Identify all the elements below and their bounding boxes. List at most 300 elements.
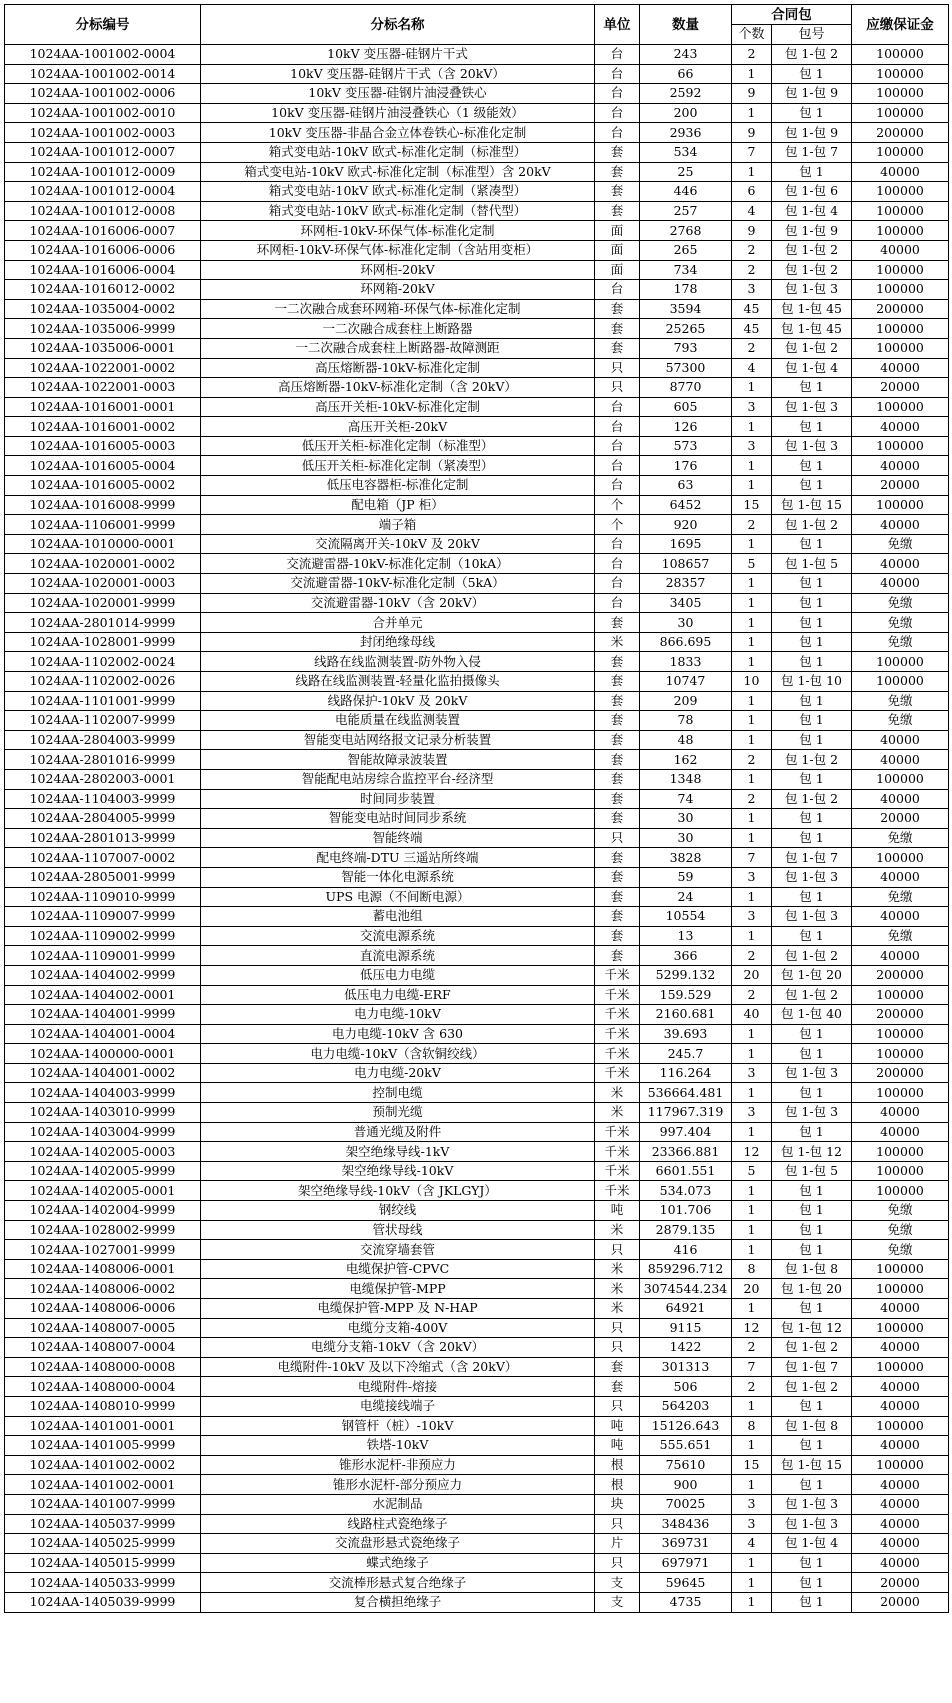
cell-package-count: 2 xyxy=(732,946,772,966)
cell-code: 1024AA-2801013-9999 xyxy=(5,828,201,848)
cell-quantity: 70025 xyxy=(640,1494,732,1514)
cell-quantity: 24 xyxy=(640,887,732,907)
table-row xyxy=(5,201,949,221)
cell-unit: 米 xyxy=(595,1279,640,1299)
cell-unit: 只 xyxy=(595,828,640,848)
cell-quantity: 126 xyxy=(640,417,732,437)
cell-quantity: 697971 xyxy=(640,1553,732,1573)
table-row xyxy=(5,299,949,319)
table-row xyxy=(5,1142,949,1162)
cell-code: 1024AA-1402004-9999 xyxy=(5,1201,201,1221)
cell-package-count: 4 xyxy=(732,358,772,378)
cell-name: 电力电缆-10kV（含软铜绞线） xyxy=(201,1044,595,1064)
cell-quantity: 369731 xyxy=(640,1534,732,1554)
cell-quantity: 366 xyxy=(640,946,732,966)
cell-code: 1024AA-1404002-0001 xyxy=(5,985,201,1005)
cell-quantity: 108657 xyxy=(640,554,732,574)
cell-name: 电缆接线端子 xyxy=(201,1396,595,1416)
cell-name: 复合横担绝缘子 xyxy=(201,1592,595,1612)
cell-code: 1024AA-1001012-0004 xyxy=(5,182,201,202)
cell-package-number: 包 1 xyxy=(772,691,852,711)
cell-quantity: 900 xyxy=(640,1475,732,1495)
cell-quantity: 605 xyxy=(640,397,732,417)
cell-code: 1024AA-1016001-0002 xyxy=(5,417,201,437)
cell-name: 环网箱-20kV xyxy=(201,280,595,300)
cell-code: 1024AA-1401005-9999 xyxy=(5,1436,201,1456)
cell-unit: 台 xyxy=(595,84,640,104)
cell-package-number: 包 1-包 9 xyxy=(772,123,852,143)
cell-package-count: 1 xyxy=(732,730,772,750)
cell-deposit: 100000 xyxy=(852,201,949,221)
cell-deposit: 100000 xyxy=(852,1259,949,1279)
table-row xyxy=(5,142,949,162)
cell-package-count: 1 xyxy=(732,691,772,711)
cell-name: 智能一体化电源系统 xyxy=(201,867,595,887)
cell-package-number: 包 1-包 4 xyxy=(772,358,852,378)
cell-code: 1024AA-1106001-9999 xyxy=(5,515,201,535)
cell-deposit: 100000 xyxy=(852,848,949,868)
cell-quantity: 162 xyxy=(640,750,732,770)
cell-quantity: 117967.319 xyxy=(640,1103,732,1123)
cell-quantity: 573 xyxy=(640,436,732,456)
cell-code: 1024AA-2802003-0001 xyxy=(5,769,201,789)
cell-quantity: 2768 xyxy=(640,221,732,241)
cell-code: 1024AA-1405039-9999 xyxy=(5,1592,201,1612)
table-row xyxy=(5,1201,949,1221)
cell-name: 配电箱（JP 柜） xyxy=(201,495,595,515)
cell-unit: 台 xyxy=(595,593,640,613)
cell-package-number: 包 1 xyxy=(772,103,852,123)
cell-package-number: 包 1-包 5 xyxy=(772,554,852,574)
cell-name: 时间同步装置 xyxy=(201,789,595,809)
cell-code: 1024AA-1001002-0014 xyxy=(5,64,201,84)
cell-package-count: 1 xyxy=(732,1083,772,1103)
cell-code: 1024AA-1401007-9999 xyxy=(5,1494,201,1514)
cell-package-count: 7 xyxy=(732,142,772,162)
table-row xyxy=(5,221,949,241)
cell-package-count: 3 xyxy=(732,867,772,887)
cell-package-number: 包 1-包 8 xyxy=(772,1416,852,1436)
table-row xyxy=(5,1220,949,1240)
cell-unit: 套 xyxy=(595,946,640,966)
cell-quantity: 2936 xyxy=(640,123,732,143)
cell-package-count: 1 xyxy=(732,1220,772,1240)
cell-package-count: 5 xyxy=(732,554,772,574)
cell-quantity: 116.264 xyxy=(640,1063,732,1083)
table-row xyxy=(5,907,949,927)
table-row xyxy=(5,515,949,535)
cell-unit: 套 xyxy=(595,162,640,182)
cell-quantity: 245.7 xyxy=(640,1044,732,1064)
cell-unit: 只 xyxy=(595,1318,640,1338)
cell-name: 智能终端 xyxy=(201,828,595,848)
cell-package-number: 包 1-包 3 xyxy=(772,1063,852,1083)
cell-deposit: 40000 xyxy=(852,554,949,574)
table-row xyxy=(5,1083,949,1103)
cell-unit: 只 xyxy=(595,1553,640,1573)
cell-package-number: 包 1 xyxy=(772,769,852,789)
cell-deposit: 免缴 xyxy=(852,828,949,848)
table-row xyxy=(5,1592,949,1612)
cell-quantity: 74 xyxy=(640,789,732,809)
table-row xyxy=(5,358,949,378)
table-row xyxy=(5,319,949,339)
cell-code: 1024AA-1408006-0001 xyxy=(5,1259,201,1279)
cell-unit: 台 xyxy=(595,476,640,496)
table-row xyxy=(5,1005,949,1025)
cell-name: 电缆分支箱-400V xyxy=(201,1318,595,1338)
cell-deposit: 200000 xyxy=(852,1005,949,1025)
cell-name: 低压开关柜-标准化定制（紧凑型） xyxy=(201,456,595,476)
cell-package-count: 2 xyxy=(732,260,772,280)
cell-code: 1024AA-1109002-9999 xyxy=(5,926,201,946)
cell-package-count: 4 xyxy=(732,1534,772,1554)
cell-package-count: 1 xyxy=(732,1044,772,1064)
table-row xyxy=(5,123,949,143)
table-row xyxy=(5,613,949,633)
cell-quantity: 301313 xyxy=(640,1357,732,1377)
cell-unit: 套 xyxy=(595,711,640,731)
cell-package-count: 3 xyxy=(732,907,772,927)
cell-deposit: 40000 xyxy=(852,456,949,476)
cell-package-count: 3 xyxy=(732,397,772,417)
cell-package-number: 包 1 xyxy=(772,1083,852,1103)
cell-package-count: 1 xyxy=(732,1396,772,1416)
table-row xyxy=(5,1455,949,1475)
cell-unit: 套 xyxy=(595,750,640,770)
cell-unit: 千米 xyxy=(595,1024,640,1044)
cell-deposit: 40000 xyxy=(852,946,949,966)
cell-name: 电缆分支箱-10kV（含 20kV） xyxy=(201,1338,595,1358)
cell-code: 1024AA-1408007-0005 xyxy=(5,1318,201,1338)
cell-package-count: 2 xyxy=(732,45,772,65)
cell-name: 低压开关柜-标准化定制（标准型） xyxy=(201,436,595,456)
table-row xyxy=(5,593,949,613)
table-row xyxy=(5,926,949,946)
cell-quantity: 6452 xyxy=(640,495,732,515)
cell-code: 1024AA-1001002-0010 xyxy=(5,103,201,123)
cell-deposit: 100000 xyxy=(852,1083,949,1103)
cell-name: 10kV 变压器-硅钢片油浸叠铁心 xyxy=(201,84,595,104)
cell-package-number: 包 1-包 7 xyxy=(772,1357,852,1377)
cell-deposit: 40000 xyxy=(852,358,949,378)
cell-quantity: 15126.643 xyxy=(640,1416,732,1436)
cell-deposit: 40000 xyxy=(852,240,949,260)
cell-package-number: 包 1-包 2 xyxy=(772,338,852,358)
cell-code: 1024AA-1107007-0002 xyxy=(5,848,201,868)
cell-package-number: 包 1 xyxy=(772,162,852,182)
cell-deposit: 40000 xyxy=(852,1534,949,1554)
table-row xyxy=(5,1044,949,1064)
cell-quantity: 243 xyxy=(640,45,732,65)
cell-deposit: 40000 xyxy=(852,867,949,887)
cell-unit: 套 xyxy=(595,809,640,829)
cell-name: 线路保护-10kV 及 20kV xyxy=(201,691,595,711)
cell-quantity: 920 xyxy=(640,515,732,535)
cell-quantity: 3405 xyxy=(640,593,732,613)
cell-deposit: 20000 xyxy=(852,809,949,829)
table-row xyxy=(5,652,949,672)
cell-package-number: 包 1 xyxy=(772,1592,852,1612)
header-code: 分标编号 xyxy=(5,5,201,45)
cell-deposit: 100000 xyxy=(852,221,949,241)
table-row xyxy=(5,1161,949,1181)
cell-package-number: 包 1-包 7 xyxy=(772,142,852,162)
cell-quantity: 257 xyxy=(640,201,732,221)
cell-unit: 台 xyxy=(595,417,640,437)
cell-package-number: 包 1-包 45 xyxy=(772,299,852,319)
cell-code: 1024AA-2804003-9999 xyxy=(5,730,201,750)
cell-code: 1024AA-1408007-0004 xyxy=(5,1338,201,1358)
cell-name: 环网柜-10kV-环保气体-标准化定制 xyxy=(201,221,595,241)
cell-unit: 套 xyxy=(595,867,640,887)
cell-package-number: 包 1-包 2 xyxy=(772,1377,852,1397)
cell-code: 1024AA-1401002-0001 xyxy=(5,1475,201,1495)
cell-deposit: 40000 xyxy=(852,1436,949,1456)
table-row xyxy=(5,436,949,456)
cell-unit: 只 xyxy=(595,378,640,398)
cell-name: 线路在线监测装置-轻量化监拍摄像头 xyxy=(201,672,595,692)
cell-name: 线路在线监测装置-防外物入侵 xyxy=(201,652,595,672)
cell-package-count: 3 xyxy=(732,1103,772,1123)
cell-unit: 个 xyxy=(595,495,640,515)
cell-package-count: 2 xyxy=(732,1377,772,1397)
cell-unit: 吨 xyxy=(595,1436,640,1456)
cell-name: 交流穿墙套管 xyxy=(201,1240,595,1260)
cell-deposit: 20000 xyxy=(852,378,949,398)
cell-quantity: 348436 xyxy=(640,1514,732,1534)
table-row xyxy=(5,378,949,398)
cell-name: 管状母线 xyxy=(201,1220,595,1240)
cell-deposit: 免缴 xyxy=(852,632,949,652)
cell-code: 1024AA-1022001-0003 xyxy=(5,378,201,398)
cell-name: 电缆保护管-MPP xyxy=(201,1279,595,1299)
cell-package-number: 包 1 xyxy=(772,534,852,554)
cell-package-count: 3 xyxy=(732,436,772,456)
cell-package-number: 包 1 xyxy=(772,809,852,829)
table-row xyxy=(5,64,949,84)
cell-deposit: 40000 xyxy=(852,574,949,594)
cell-package-count: 1 xyxy=(732,1122,772,1142)
cell-package-count: 40 xyxy=(732,1005,772,1025)
cell-quantity: 4735 xyxy=(640,1592,732,1612)
cell-deposit: 40000 xyxy=(852,1494,949,1514)
cell-name: 电缆附件-熔接 xyxy=(201,1377,595,1397)
cell-package-count: 1 xyxy=(732,613,772,633)
cell-package-number: 包 1 xyxy=(772,613,852,633)
cell-package-number: 包 1 xyxy=(772,1220,852,1240)
table-row xyxy=(5,946,949,966)
cell-name: 电能质量在线监测装置 xyxy=(201,711,595,731)
table-row xyxy=(5,240,949,260)
cell-quantity: 536664.481 xyxy=(640,1083,732,1103)
cell-code: 1024AA-1001002-0004 xyxy=(5,45,201,65)
table-row xyxy=(5,1299,949,1319)
cell-quantity: 8770 xyxy=(640,378,732,398)
cell-name: 低压电力电缆-ERF xyxy=(201,985,595,1005)
cell-deposit: 100000 xyxy=(852,397,949,417)
cell-deposit: 200000 xyxy=(852,1063,949,1083)
cell-unit: 套 xyxy=(595,926,640,946)
cell-unit: 千米 xyxy=(595,1122,640,1142)
cell-name: 线路柱式瓷绝缘子 xyxy=(201,1514,595,1534)
table-row xyxy=(5,1377,949,1397)
cell-code: 1024AA-1403010-9999 xyxy=(5,1103,201,1123)
cell-code: 1024AA-1028002-9999 xyxy=(5,1220,201,1240)
cell-package-number: 包 1-包 8 xyxy=(772,1259,852,1279)
cell-unit: 只 xyxy=(595,358,640,378)
cell-deposit: 20000 xyxy=(852,1592,949,1612)
cell-package-number: 包 1-包 3 xyxy=(772,397,852,417)
cell-unit: 只 xyxy=(595,1514,640,1534)
cell-package-count: 1 xyxy=(732,887,772,907)
cell-code: 1024AA-1102002-0026 xyxy=(5,672,201,692)
cell-deposit: 40000 xyxy=(852,730,949,750)
cell-package-count: 3 xyxy=(732,1494,772,1514)
cell-quantity: 506 xyxy=(640,1377,732,1397)
cell-name: 电缆保护管-MPP 及 N-HAP xyxy=(201,1299,595,1319)
header-package-number: 包号 xyxy=(772,25,852,45)
header-unit: 单位 xyxy=(595,5,640,45)
cell-unit: 面 xyxy=(595,221,640,241)
cell-package-number: 包 1-包 2 xyxy=(772,1338,852,1358)
cell-package-count: 3 xyxy=(732,1063,772,1083)
cell-package-number: 包 1-包 2 xyxy=(772,260,852,280)
cell-deposit: 40000 xyxy=(852,1338,949,1358)
cell-quantity: 200 xyxy=(640,103,732,123)
cell-unit: 套 xyxy=(595,142,640,162)
cell-deposit: 100000 xyxy=(852,1024,949,1044)
table-row xyxy=(5,750,949,770)
cell-package-count: 1 xyxy=(732,1436,772,1456)
cell-deposit: 20000 xyxy=(852,476,949,496)
cell-name: 环网柜-20kV xyxy=(201,260,595,280)
cell-deposit: 200000 xyxy=(852,299,949,319)
cell-package-number: 包 1-包 3 xyxy=(772,436,852,456)
cell-package-count: 1 xyxy=(732,64,772,84)
cell-name: 一二次融合成套柱上断路器 xyxy=(201,319,595,339)
cell-unit: 台 xyxy=(595,123,640,143)
cell-package-count: 1 xyxy=(732,926,772,946)
cell-deposit: 100000 xyxy=(852,182,949,202)
cell-name: 交流避雷器-10kV（含 20kV） xyxy=(201,593,595,613)
cell-unit: 面 xyxy=(595,240,640,260)
cell-code: 1024AA-1022001-0002 xyxy=(5,358,201,378)
cell-unit: 台 xyxy=(595,103,640,123)
cell-code: 1024AA-1001002-0006 xyxy=(5,84,201,104)
table-row xyxy=(5,1318,949,1338)
table-row xyxy=(5,182,949,202)
cell-name: 蓄电池组 xyxy=(201,907,595,927)
table-header xyxy=(5,5,949,45)
cell-deposit: 100000 xyxy=(852,1455,949,1475)
table-row xyxy=(5,260,949,280)
cell-unit: 套 xyxy=(595,1377,640,1397)
cell-package-number: 包 1-包 3 xyxy=(772,1494,852,1514)
table-row xyxy=(5,828,949,848)
cell-package-number: 包 1-包 5 xyxy=(772,1161,852,1181)
cell-package-count: 2 xyxy=(732,789,772,809)
cell-name: 交流电源系统 xyxy=(201,926,595,946)
cell-unit: 台 xyxy=(595,574,640,594)
cell-code: 1024AA-1035006-0001 xyxy=(5,338,201,358)
cell-name: 箱式变电站-10kV 欧式-标准化定制（紧凑型） xyxy=(201,182,595,202)
cell-package-count: 1 xyxy=(732,828,772,848)
cell-package-number: 包 1-包 9 xyxy=(772,221,852,241)
cell-code: 1024AA-1408010-9999 xyxy=(5,1396,201,1416)
cell-package-count: 1 xyxy=(732,1475,772,1495)
cell-code: 1024AA-1016006-0006 xyxy=(5,240,201,260)
cell-code: 1024AA-2801014-9999 xyxy=(5,613,201,633)
cell-quantity: 555.651 xyxy=(640,1436,732,1456)
table-row xyxy=(5,45,949,65)
cell-package-count: 2 xyxy=(732,338,772,358)
cell-quantity: 1348 xyxy=(640,769,732,789)
header-quantity: 数量 xyxy=(640,5,732,45)
cell-name: 高压熔断器-10kV-标准化定制 xyxy=(201,358,595,378)
cell-package-number: 包 1 xyxy=(772,887,852,907)
cell-code: 1024AA-1020001-0002 xyxy=(5,554,201,574)
table-row xyxy=(5,867,949,887)
cell-deposit: 100000 xyxy=(852,1161,949,1181)
cell-package-count: 2 xyxy=(732,750,772,770)
cell-package-count: 1 xyxy=(732,1573,772,1593)
cell-code: 1024AA-1405025-9999 xyxy=(5,1534,201,1554)
cell-deposit: 40000 xyxy=(852,1396,949,1416)
cell-unit: 台 xyxy=(595,436,640,456)
cell-code: 1024AA-1408006-0002 xyxy=(5,1279,201,1299)
cell-name: 合并单元 xyxy=(201,613,595,633)
cell-quantity: 28357 xyxy=(640,574,732,594)
cell-package-count: 1 xyxy=(732,711,772,731)
cell-code: 1024AA-1016008-9999 xyxy=(5,495,201,515)
cell-package-number: 包 1-包 12 xyxy=(772,1142,852,1162)
cell-package-count: 1 xyxy=(732,378,772,398)
cell-code: 1024AA-1027001-9999 xyxy=(5,1240,201,1260)
cell-name: 锥形水泥杆-非预应力 xyxy=(201,1455,595,1475)
cell-quantity: 176 xyxy=(640,456,732,476)
cell-package-number: 包 1-包 12 xyxy=(772,1318,852,1338)
cell-package-count: 10 xyxy=(732,672,772,692)
cell-quantity: 59 xyxy=(640,867,732,887)
cell-name: 交流棒形悬式复合绝缘子 xyxy=(201,1573,595,1593)
cell-quantity: 3828 xyxy=(640,848,732,868)
table-row xyxy=(5,789,949,809)
cell-deposit: 免缴 xyxy=(852,1220,949,1240)
cell-name: 电缆保护管-CPVC xyxy=(201,1259,595,1279)
cell-package-count: 15 xyxy=(732,495,772,515)
cell-package-count: 12 xyxy=(732,1318,772,1338)
cell-code: 1024AA-1109007-9999 xyxy=(5,907,201,927)
cell-deposit: 100000 xyxy=(852,985,949,1005)
cell-deposit: 40000 xyxy=(852,789,949,809)
cell-code: 1024AA-1104003-9999 xyxy=(5,789,201,809)
cell-name: 架空绝缘导线-1kV xyxy=(201,1142,595,1162)
cell-package-number: 包 1 xyxy=(772,1573,852,1593)
cell-package-number: 包 1 xyxy=(772,574,852,594)
table-row xyxy=(5,1259,949,1279)
cell-package-number: 包 1 xyxy=(772,1396,852,1416)
cell-code: 1024AA-1016012-0002 xyxy=(5,280,201,300)
table-row xyxy=(5,1279,949,1299)
cell-unit: 台 xyxy=(595,64,640,84)
table-row xyxy=(5,1024,949,1044)
cell-deposit: 100000 xyxy=(852,142,949,162)
cell-unit: 套 xyxy=(595,338,640,358)
cell-name: 架空绝缘导线-10kV xyxy=(201,1161,595,1181)
cell-name: 交流隔离开关-10kV 及 20kV xyxy=(201,534,595,554)
table-row xyxy=(5,1494,949,1514)
